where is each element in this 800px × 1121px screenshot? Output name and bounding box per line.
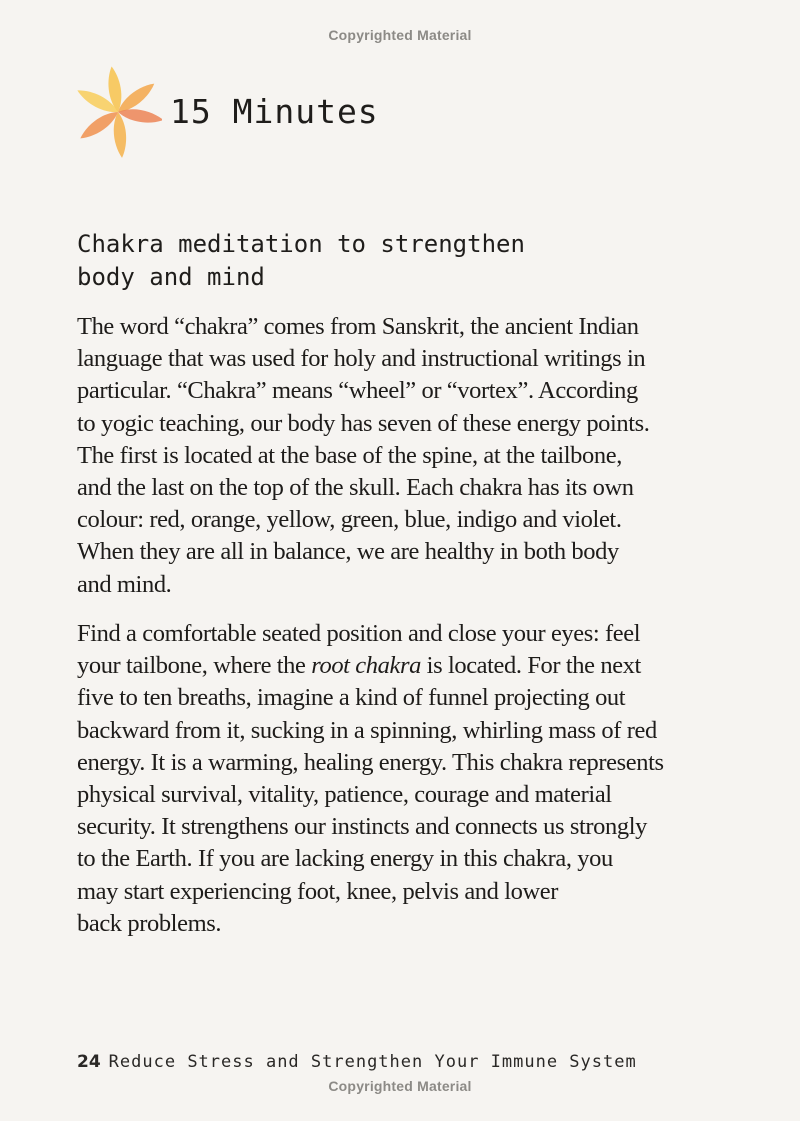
text-fragment: is located. For the next: [420, 652, 641, 680]
text-line: to yogic teaching, our body has seven of these energy points.: [77, 409, 650, 437]
text-line: The word “chakra” comes from Sanskrit, the ancient Indian: [77, 313, 639, 340]
paragraph-chakra-intro: [77, 311, 717, 601]
text-line: five to ten breaths, imagine a kind of funnel projecting out: [77, 684, 626, 712]
text-line: security. It strengthens our instincts and connects us strongly: [77, 813, 647, 841]
page-number: 24: [77, 1052, 101, 1072]
text-line: may start experiencing foot, knee, pelvis and lower: [77, 877, 559, 905]
text-line: Find a comfortable seated position and close your eyes: feel: [77, 620, 641, 647]
text-line: backward from it, sucking in a spinning, whirling mass of red: [77, 716, 657, 744]
text-line: to the Earth. If you are lacking energy in this chakra, you: [77, 845, 613, 873]
section-heading-line-1: Chakra meditation to strengthen: [77, 230, 525, 258]
copyright-notice-top: Copyrighted Material: [328, 27, 472, 43]
text-line: and the last on the top of the skull. Each chakra has its own: [77, 474, 634, 502]
section-heading: [77, 228, 637, 294]
section-heading-line-2: body and mind: [77, 263, 265, 291]
page-footer: [77, 1050, 757, 1074]
paragraph-root-chakra: [77, 618, 717, 940]
flower-icon: [76, 64, 162, 160]
running-title: Reduce Stress and Strengthen Your Immune System: [108, 1052, 637, 1072]
text-line: language that was used for holy and instructional writings in: [77, 345, 646, 373]
text-fragment: your tailbone, where the: [77, 652, 312, 680]
copyright-notice-bottom: Copyrighted Material: [328, 1078, 472, 1094]
text-line: back problems.: [77, 909, 222, 937]
text-line: The first is located at the base of the spine, at the tailbone,: [77, 441, 622, 469]
text-line: and mind.: [77, 570, 172, 598]
text-line: particular. “Chakra” means “wheel” or “vortex”. According: [77, 377, 638, 405]
text-line: physical survival, vitality, patience, courage and material: [77, 781, 612, 809]
root-chakra-term: root chakra: [311, 652, 421, 680]
text-line: When they are all in balance, we are healthy in both body: [77, 538, 619, 566]
text-line: [77, 650, 717, 682]
page-title: 15 Minutes: [170, 92, 379, 131]
text-line: colour: red, orange, yellow, green, blue, indigo and violet.: [77, 506, 622, 534]
text-line: energy. It is a warming, healing energy. This chakra represents: [77, 748, 664, 776]
